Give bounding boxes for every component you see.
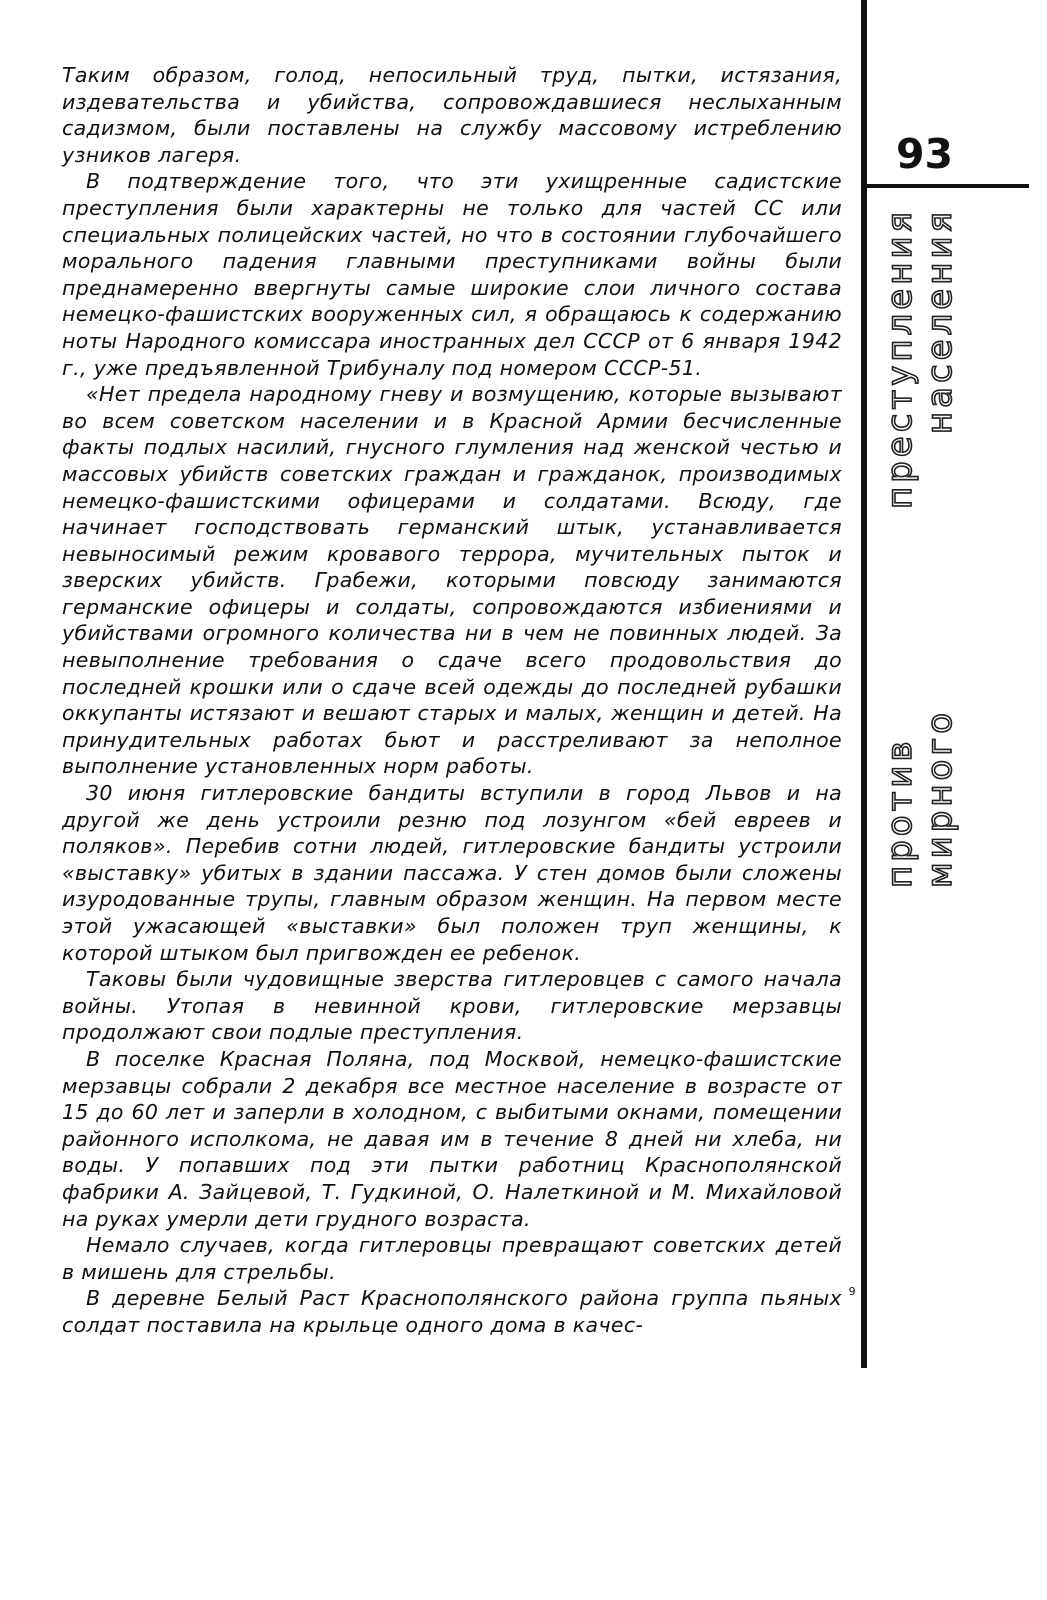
paragraph-1: Таким образом, голод, непосильный труд, пытки, истязания, издевательства и убийства, сопровождавшиеся неслыханным садизмом, были поставлены на службу массовому истреблению узников лагеря. — [62, 63, 842, 167]
main-text — [62, 62, 856, 1339]
paragraph-4: 30 июня гитлеровские бандиты вступили в город Львов и на другой же день устроили резню под лозунгом «бей евреев и поляков». Перебив сотни людей, гитлеровские бандиты устроили «выставку» убитых в здании пассажа. У стен домов были сложены изуродованные трупы, главным образом женщин. На первом месте этой ужасающей «выставки» был положен труп женщины, к которой штыком был пригвожден ее ребенок. — [62, 781, 842, 965]
side-title-word-protiv: против — [880, 737, 920, 888]
side-title-line-1 — [880, 208, 920, 888]
paragraph-6: В поселке Красная Поляна, под Москвой, немецко-фашистские мерзавцы собрали 2 декабря все местное население в возрасте от 15 до 60 лет и заперли в холодном, с выбитыми окнами, помещении районного исполкома, не давая им в течение 8 дней ни хлеба, ни воды. У попавших под эти пытки работниц Краснополянской фабрики А. Зайцевой, Т. Гудкиной, О. Налеткиной и М. Михайловой на руках умерли дети грудного возраста. — [62, 1046, 842, 1231]
side-title-line-2 — [920, 208, 960, 888]
paragraph-8-text: В деревне Белый Раст Краснополянского района группа пьяных солдат поставила на крыльце одного дома в качес- — [62, 1286, 842, 1337]
paragraph-7: Немало случаев, когда гитлеровцы превращают советских детей в мишень для стрельбы. — [62, 1233, 842, 1284]
page-number: 93 — [896, 130, 954, 178]
paragraph-8 — [62, 1285, 856, 1338]
paragraph-5: Таковы были чудовищные зверства гитлеровцев с самого начала войны. Утопая в невинной крови, гитлеровские мерзавцы продолжают свои подлые преступления. — [62, 967, 842, 1045]
side-title-word-mirnogo: мирного — [920, 708, 960, 888]
paragraph-2: В подтверждение того, что эти ухищренные садистские преступления были характерны не только для частей СС или специальных полицейских частей, но что в состоянии глубочайшего морального падения главными преступниками войны были преднамеренно ввергнуты самые широкие слои личного состава немецко-фашистских вооруженных сил, я обращаюсь к содержанию ноты Народного комиссара иностранных дел СССР от 6 января 1942 г., уже предъявленной Трибуналу под номером СССР-51. — [62, 169, 842, 380]
signature-mark: 9 — [848, 1285, 856, 1299]
horizontal-rule — [867, 184, 1029, 188]
paragraph-3: «Нет предела народному гневу и возмущению, которые вызывают во всем советском населении и в Красной Армии бесчисленные факты подлых насилий, гнусного глумления над женской честью и массовых убийств советских граждан и гражданок, производимых немецко-фашистскими офицерами и солдатами. Всюду, где начинает господствовать германский штык, устанавливается невыносимый режим кровавого террора, мучительных пыток и зверских убийств. Грабежи, которыми повсюду занимаются германские офицеры и солдаты, сопровождаются избиениями и убийствами огромного количества ни в чем не повинных людей. За невыполнение требования о сдаче всего продовольствия до последней крошки или о сдаче всей одежды до последней рубашки оккупанты истязают и вешают старых и малых, женщин и детей. На принудительных работах бьют и расстреливают за неполное выполнение установленных норм работы. — [62, 382, 842, 779]
side-title-word-naseleniya: населения — [920, 208, 960, 435]
side-title-word-prestupleniya: преступления — [880, 208, 920, 510]
vertical-rule — [861, 0, 867, 1368]
side-title — [880, 208, 970, 888]
